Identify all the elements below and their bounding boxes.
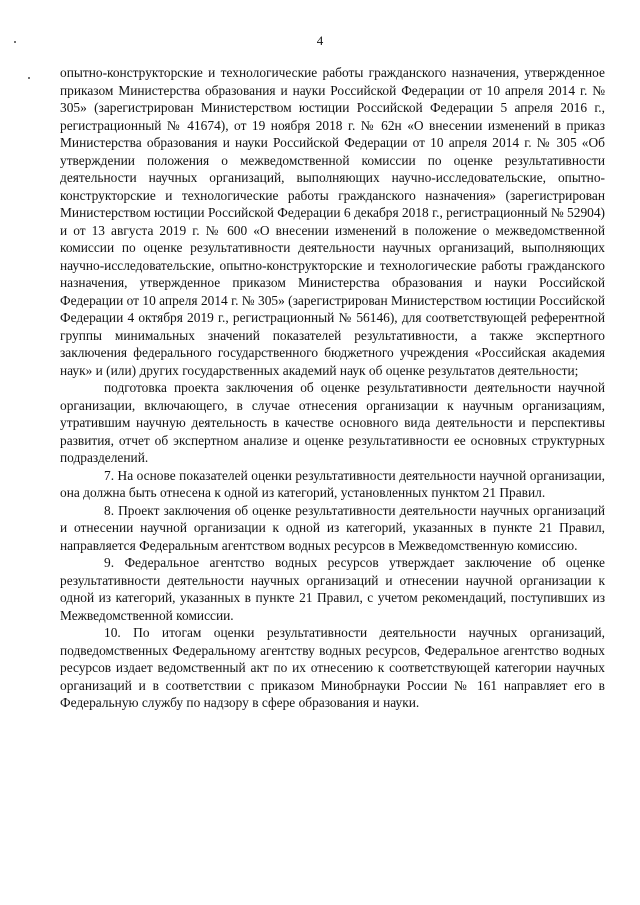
paragraph-draft-conclusion: подготовка проекта заключения об оценке результативности деятельности научной организации, включающего, в случае отнесения организации к научным организациям, утратившим научную деятельность в качестве основного вида деятельности и перспективы развития, отчет об экспертном анализе и оценке результативности ее основных структурных подразделений.: [60, 380, 605, 465]
document-body: [60, 64, 605, 712]
paragraph-item-10: 10. По итогам оценки результативности деятельности научных организаций, подведомственных Федеральному агентству водных ресурсов, Федеральное агентство водных ресурсов издает ведомственный акт по их отнесению к соответствующей категории научных организаций и в соответствии с приказом Минобрнауки России № 161 направляет его в Федеральную службу по надзору в сфере образования и науки.: [60, 625, 605, 710]
scan-speck: [28, 77, 30, 79]
paragraph-item-9: 9. Федеральное агентство водных ресурсов утверждает заключение об оценке результативности деятельности научных организаций и отнесении научной организации к одной из категорий, указанных в пункте 21 Правил, с учетом рекомендаций, поступивших из Межведомственной комиссии.: [60, 555, 605, 623]
paragraph-item-7: 7. На основе показателей оценки результативности деятельности научной организации, она должна быть отнесена к одной из категорий, установленных пунктом 21 Правил.: [60, 467, 605, 500]
paragraph-item-8: 8. Проект заключения об оценке результативности деятельности научных организаций и отнесении научной организации к одной из категорий, указанных в пункте 21 Правил, направляется Федеральным агентством водных ресурсов в Межведомственную комиссию.: [60, 502, 605, 553]
paragraph-continuation: опытно-конструкторские и технологические работы гражданского назначения, утвержденное приказом Министерства образования и науки Российской Федерации от 10 апреля 2014 г. № 305» (зарегистрирован Министерством юстиции Российской Федерации 5 апреля 2016 г., регистрационный № 41674), от 19 ноября 2018 г. № 62н «О внесении изменений в приказ Министерства образования и науки Российской Федерации от 10 апреля 2014 г. № 305 «Об утверждении положения о межведомственной комиссии по оценке результативности деятельности научных организаций, выполняющих научно-исследовательские, опытно-конструкторские и технологические работы гражданского назначения» (зарегистрирован Министерством юстиции Российской Федерации 6 декабря 2018 г., регистрационный № 52904) и от 13 августа 2019 г. № 600 «О внесении изменений в положение о межведомственной комиссии по оценке результативности деятельности научных организаций, выполняющих научно-исследовательские, опытно-конструкторские и технологические работы гражданского назначения, утвержденное приказом Министерства образования и науки Российской Федерации от 10 апреля 2014 г. № 305» (зарегистрирован Министерством юстиции Российской Федерации 4 октября 2019 г., регистрационный № 56146), для соответствующей референтной группы минимальных значений показателей результативности, а также экспертного заключения федерального государственного бюджетного учреждения «Российская академия наук» и (или) других государственных академий наук об оценке результатов деятельности;: [60, 65, 605, 378]
page-number: 4: [316, 33, 324, 48]
